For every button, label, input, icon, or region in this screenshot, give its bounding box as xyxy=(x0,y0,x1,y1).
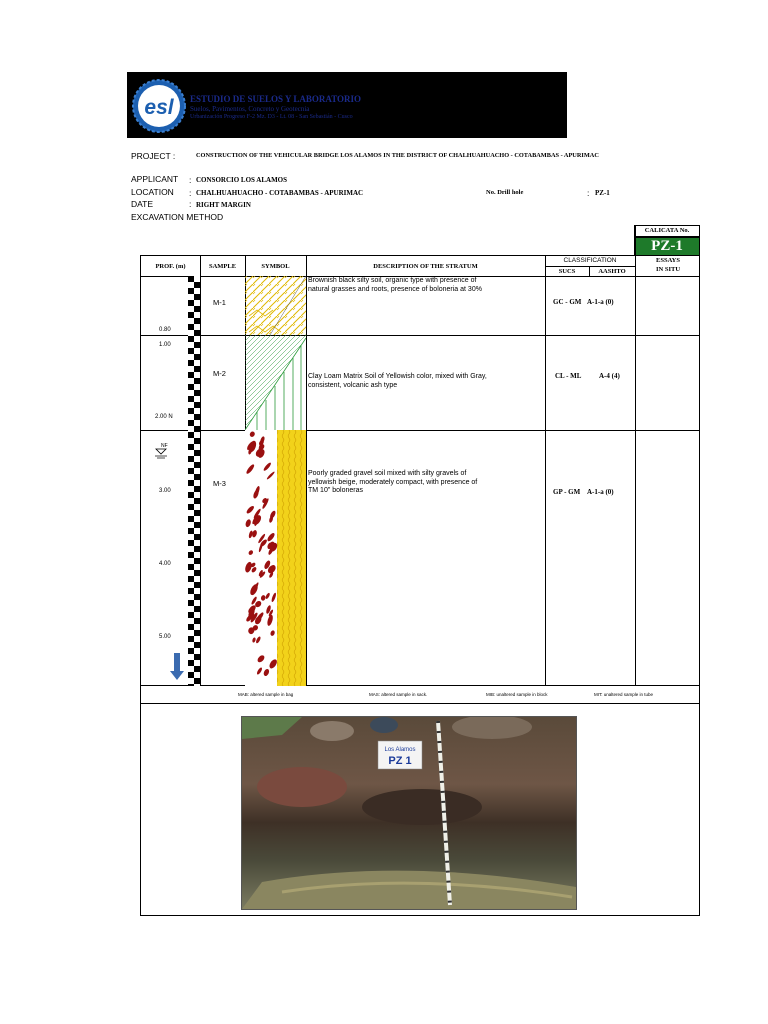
header-symbol: SYMBOL xyxy=(261,263,290,270)
header-aashto: AASHTO xyxy=(598,268,626,275)
header-classification: CLASSIFICATION xyxy=(563,257,617,264)
legend-mib: MIB: unaltered sample in block xyxy=(486,692,548,697)
row-divider xyxy=(141,335,699,336)
depth-label: 0.80 xyxy=(159,327,171,333)
col-divider xyxy=(635,226,636,686)
calicata-label-box xyxy=(634,225,700,237)
legend-mas: MAS: altered sample in sack. xyxy=(369,692,428,697)
row-divider xyxy=(141,703,699,704)
calicata-label: CALICATA No. xyxy=(644,227,690,234)
header-essays: ESSAYS xyxy=(656,257,680,264)
logo-text: esl xyxy=(144,96,174,119)
stratum-description: Poorly graded gravel soil mixed with silty gravels of yellowish beige, moderately compact, with presence of TM 10" boloneras xyxy=(308,470,478,494)
sucs-value: GC - GM xyxy=(553,298,582,306)
depth-label: 1.00 xyxy=(159,342,171,348)
aashto-value: A-4 (4) xyxy=(599,372,620,380)
water-table-icon xyxy=(154,448,168,460)
col-divider xyxy=(545,256,546,686)
header-sucs: SUCS xyxy=(558,268,576,275)
depth-scale-bar xyxy=(188,276,200,686)
sample-label: M-2 xyxy=(213,369,226,378)
legend-mab: MAB: altered sample in bag xyxy=(238,692,294,697)
depth-label: 5.00 xyxy=(159,634,171,640)
calicata-value-box xyxy=(634,237,700,256)
header-sample: SAMPLE xyxy=(208,263,237,270)
row-divider xyxy=(545,266,635,267)
applicant-value: CONSORCIO LOS ALAMOS xyxy=(196,176,288,184)
drill-hole-value: PZ-1 xyxy=(595,189,610,197)
location-label: LOCATION xyxy=(131,187,174,197)
col-divider xyxy=(200,256,201,686)
sucs-value: GP - GM xyxy=(553,488,581,496)
header-banner xyxy=(127,72,567,138)
company-address: Urbanización Progreso F-2 Mz. D3 - Lt. 08 - San Sebastián - Cusco xyxy=(190,114,353,120)
esl-logo xyxy=(131,78,187,134)
location-value: CHALHUAHUACHO - COTABAMBAS - APURIMAC xyxy=(196,189,364,197)
depth-label: 3.00 xyxy=(159,488,171,494)
stratum-description: Brownish black silty soil, organic type with presence of natural grasses and roots, presence of boloneria at 30% xyxy=(308,277,482,293)
date-colon: : xyxy=(189,199,192,209)
date-value: RIGHT MARGIN xyxy=(196,201,251,209)
row-divider xyxy=(141,430,699,431)
calicata-value: PZ-1 xyxy=(651,238,683,254)
aashto-value: A-1-a (0) xyxy=(587,488,614,496)
col-divider xyxy=(306,256,307,686)
depth-label: 2.00 N xyxy=(155,414,173,420)
applicant-label: APPLICANT xyxy=(131,174,179,184)
sample-label: M-3 xyxy=(213,479,226,488)
project-value: CONSTRUCTION OF THE VEHICULAR BRIDGE LOS ALAMOS IN THE DISTRICT OF CHALHUAHUACHO - COTABAMBAS - APURIMAC xyxy=(196,152,599,159)
drill-hole-label: No. Drill hole xyxy=(486,189,524,196)
water-table-label: NF xyxy=(161,443,168,449)
applicant-colon: : xyxy=(189,175,192,185)
test-pit-photo xyxy=(241,716,577,910)
sucs-value: CL - ML xyxy=(555,372,582,380)
location-colon: : xyxy=(189,188,192,198)
stratum-description: Clay Loam Matrix Soil of Yellowish color, mixed with Gray, consistent, volcanic ash type xyxy=(308,373,487,389)
soil-log-table xyxy=(140,255,700,916)
depth-label: 4.00 xyxy=(159,561,171,567)
photo-sign-line1: Los Alamos xyxy=(384,747,416,753)
company-subtitle: Suelos, Pavimentos, Concreto y Geotecnia xyxy=(190,105,310,113)
stratum-symbols xyxy=(245,276,306,686)
legend-mit: MIT: unaltered sample in tube xyxy=(594,692,654,697)
company-name: ESTUDIO DE SUELOS Y LABORATORIO xyxy=(190,94,362,104)
drill-hole-colon: : xyxy=(587,188,590,198)
header-in-situ: IN SITU xyxy=(655,266,681,273)
excavation-method-label: EXCAVATION METHOD xyxy=(131,212,224,222)
sample-label: M-1 xyxy=(213,298,226,307)
aashto-value: A-1-a (0) xyxy=(587,298,614,306)
header-depth: PROF. (m) xyxy=(155,263,186,270)
photo-sign-line2: PZ 1 xyxy=(388,755,412,767)
header-description: DESCRIPTION OF THE STRATUM xyxy=(373,263,478,270)
project-label: PROJECT : xyxy=(131,151,176,161)
down-arrow-icon xyxy=(170,653,184,681)
row-divider xyxy=(141,685,699,686)
date-label: DATE xyxy=(131,199,154,209)
